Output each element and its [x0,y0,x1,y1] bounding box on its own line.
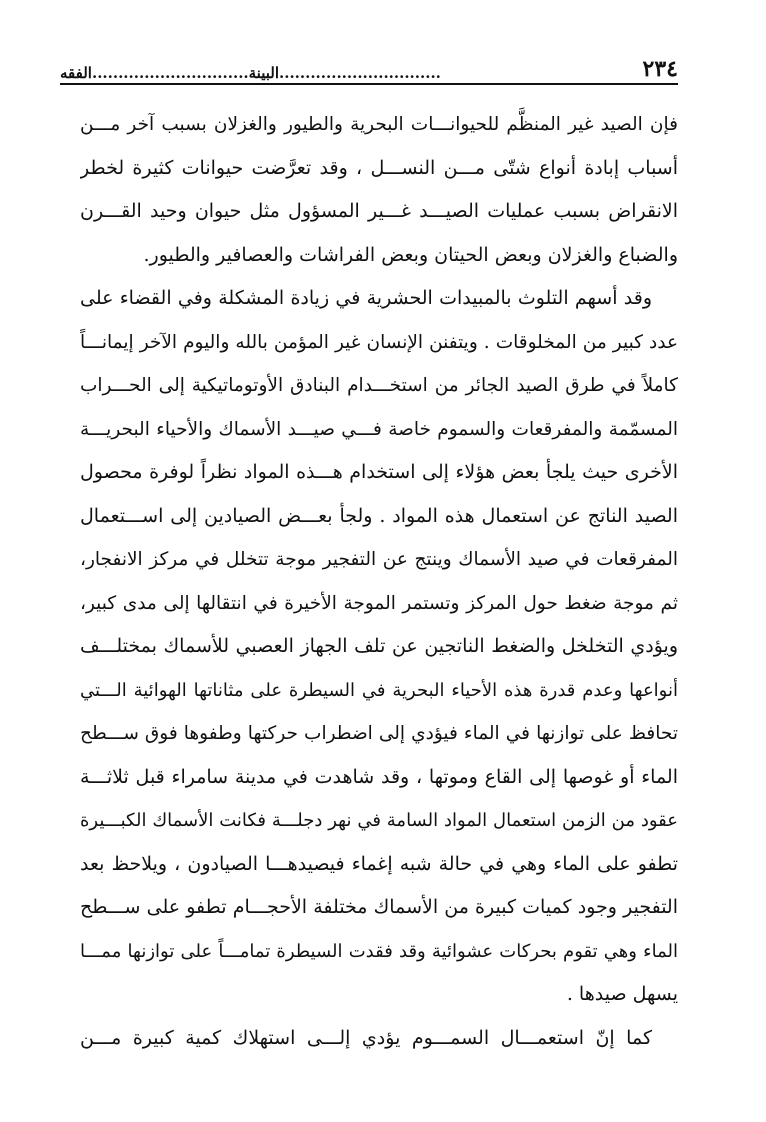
text-line: تحافظ على توازنها في الماء فيؤدي إلى اضطراب حركتها وطفوها فوق ســـطح [80,723,678,744]
text-line: التفجير وجود كميات كبيرة من الأسماك مختلفة الأحجـــام تطفو على ســـطح [80,896,678,918]
body-text [80,103,678,1060]
text-line: وقد أسهم التلوث بالمبيدات الحشرية في زيادة المشكلة وفي القضاء على [80,287,652,309]
text-line: أسباب إبادة أنواع شتّى مـــن النســـل ، وقد تعرَّضت حيوانات كثيرة لخطر [80,156,678,179]
header-dots-leader: ............................... [279,64,441,82]
text-line: ويؤدي التخلخل والضغط الناتجين عن تلف الجهاز العصبي للأسماك بمختلـــف [80,635,678,657]
text-line: كما إنّ استعمـــال السمـــوم يؤدي إلـــى استهلاك كمية كبيرة مـــن [80,1026,652,1049]
text-line: عقود من الزمن استعمال المواد السامة في نهر دجلـــة فكانت الأسماك الكبـــيرة [80,810,678,831]
text-line: الانقراض بسبب عمليات الصيـــد غـــير المسؤول مثل حيوان وحيد القـــرن [80,200,678,222]
header-rule [60,83,678,85]
text-line: أنواعها وعدم قدرة هذه الأحياء البحرية في السيطرة على مثاناتها الهوائية الـــتي [80,679,678,701]
text-line: الماء وهي تقوم بحركات عشوائية وقد فقدت السيطرة تمامـــاً على توازنها ممـــا [80,940,678,962]
text-line: المفرقعات في صيد الأسماك وينتج عن التفجير موجة تتخلل في مركز الانفجار، [80,549,678,570]
text-line: عدد كبير من المخلوقات . ويتفنن الإنسان غير المؤمن بالله واليوم الآخر إيمانـــاً [80,331,678,353]
text-line: يسهل صيدها . [566,983,678,1005]
header-dots-leader: .............................. [91,64,249,82]
text-line: الصيد الناتج عن استعمال هذه المواد . ولجأ بعـــض الصيادين إلى اســـتعمال [80,504,678,527]
text-line: كاملاً في طرق الصيد الجائر من استخـــدام البنادق الأوتوماتيكية إلى الحـــراب [80,375,678,396]
section-name: الفقه [60,64,92,82]
text-line: ثم موجة ضغط حول المركز وتستمر الموجة الأخيرة في انتقالها إلى مدى كبير، [80,592,678,614]
text-line: المسمّمة والمفرقعات والسموم خاصة فـــي صيـــد الأسماك والأحياء البحريـــة [80,418,678,440]
text-line: فإن الصيد غير المنظَّم للحيوانـــات البحرية والطيور والغزلان بسبب آخر مـــن [80,114,678,135]
text-line: تطفو على الماء وهي في حالة شبه إغماء فيصيدهـــا الصيادون ، ويلاحظ بعد [80,852,678,875]
page-number: ٢٣٤ [642,56,678,82]
text-line: الماء أو غوصها إلى القاع وموتها ، وقد شاهدت في مدينة سامراء قبل ثلاثـــة [80,765,678,788]
header-title [60,64,441,82]
journal-name: البينة [248,64,279,82]
text-line: الأخرى حيث يلجأ بعض هؤلاء إلى استخدام هـــذه المواد نظراً لوفرة محصول [80,461,678,483]
running-header [60,48,678,82]
text-line: والضباع والغزلان وبعض الحيتان وبعض الفراشات والعصافير والطيور. [143,243,678,266]
